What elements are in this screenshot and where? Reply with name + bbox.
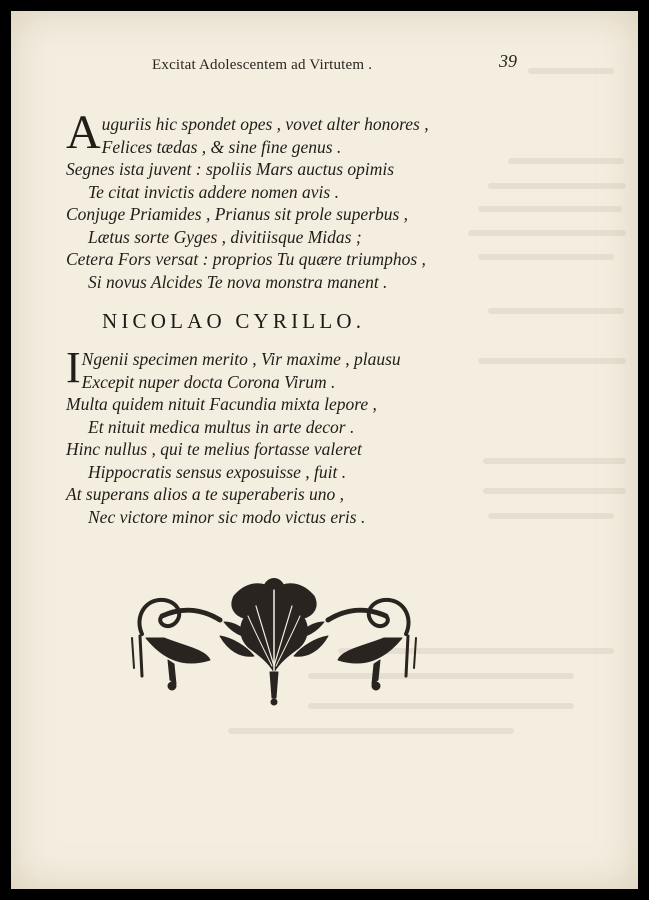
verse-line: Hinc nullus , qui te melius fortasse valeret (66, 439, 362, 459)
poem-first (66, 106, 526, 293)
verse-line: Felices tædas , & sine fine genus . (101, 136, 342, 157)
section-title: NICOLAO CYRILLO. (102, 309, 366, 333)
verse-line: Auguriis hic spondet opes , vovet alter honores , (66, 106, 429, 159)
verse-line: At superans alios a te superaberis uno , (66, 484, 345, 504)
verse-line: Segnes ista juvent : spoliis Mars auctus opimis (66, 159, 395, 179)
verse-line: Multa quidem nituit Facundia mixta lepore , (66, 394, 377, 414)
verse-line: Conjuge Priamides , Prianus sit prole superbus , (66, 204, 409, 224)
verse-line: Hippocratis sensus exposuisse , fuit . (88, 461, 347, 482)
verse-line: Et nituit medica multus in arte decor . (88, 416, 355, 437)
verse-line: Lætus sorte Gyges , divitiisque Midas ; (88, 226, 362, 247)
page-header (11, 51, 638, 81)
verse-line: Nec victore minor sic modo victus eris . (88, 506, 366, 527)
verse-line: Te citat invictis addere nomen avis . (88, 181, 339, 202)
running-head: Excitat Adolescentem ad Virtutem . (152, 57, 373, 73)
poem-second (66, 343, 526, 528)
page-number: 39 (499, 51, 517, 71)
book-page (11, 11, 638, 889)
ornament-tailpiece-icon (124, 576, 424, 706)
drop-cap: I (66, 343, 81, 392)
verse-line: Excepit nuper docta Corona Virum . (81, 371, 336, 392)
verse-line: Si novus Alcides Te nova monstra manent . (88, 271, 388, 292)
drop-cap: A (66, 106, 101, 159)
verse-line: Cetera Fors versat : proprios Tu quære triumphos , (66, 249, 426, 269)
verse-line: I Ngenii specimen merito , Vir maxime , plausu (66, 343, 401, 392)
